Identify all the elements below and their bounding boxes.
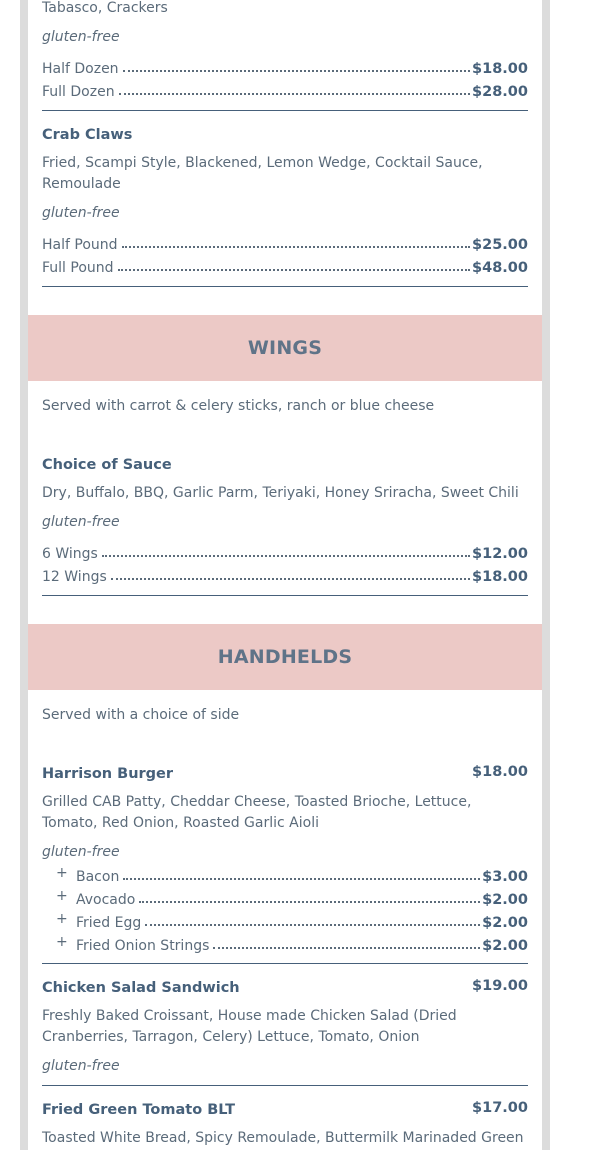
price-row <box>42 233 528 253</box>
plus-icon: + <box>56 888 68 904</box>
divider <box>42 595 528 596</box>
option-price: $25.00 <box>472 237 528 253</box>
item-description: Freshly Baked Croissant, House made Chicken Salad (Dried Cranberries, Tarragon, Celery) Lettuce, Tomato, Onion <box>42 1008 457 1045</box>
addon-price: $3.00 <box>482 869 528 885</box>
addon-label: Fried Egg <box>76 915 142 931</box>
leader-dots <box>118 269 471 271</box>
section-title: WINGS <box>247 337 323 359</box>
plus-icon: + <box>56 865 68 881</box>
leader-dots <box>102 555 470 557</box>
divider <box>42 963 528 964</box>
option-price: $18.00 <box>472 569 528 585</box>
plus-icon: + <box>56 934 68 950</box>
price-row <box>42 256 528 276</box>
item-title: Chicken Salad Sandwich <box>42 980 240 996</box>
leader-dots <box>119 93 470 95</box>
section-title: HANDHELDS <box>217 646 353 668</box>
price-row <box>42 565 528 585</box>
section-intro: Served with a choice of side <box>42 707 240 723</box>
leader-dots <box>123 878 480 880</box>
option-label: Half Dozen <box>42 61 119 77</box>
leader-dots <box>122 246 471 248</box>
option-price: $28.00 <box>472 84 528 100</box>
item-title: Fried Green Tomato BLT <box>42 1102 235 1118</box>
gluten-free-note: gluten-free <box>42 205 120 221</box>
addon-price: $2.00 <box>482 915 528 931</box>
option-price: $18.00 <box>472 61 528 77</box>
item-description: Fried, Scampi Style, Blackened, Lemon Wedge, Cocktail Sauce, Remoulade <box>42 155 483 192</box>
gluten-free-note: gluten-free <box>42 1058 120 1074</box>
price-row <box>42 542 528 562</box>
option-label: Full Pound <box>42 260 114 276</box>
section-intro: Served with carrot & celery sticks, ranch or blue cheese <box>42 398 435 414</box>
divider <box>42 286 528 287</box>
addon-price: $2.00 <box>482 938 528 954</box>
price-row <box>42 57 528 77</box>
gluten-free-note: gluten-free <box>42 514 120 530</box>
addon-label: Fried Onion Strings <box>76 938 210 954</box>
item-title: Choice of Sauce <box>42 457 172 473</box>
divider <box>42 110 528 111</box>
leader-dots <box>139 901 480 903</box>
leader-dots <box>145 924 480 926</box>
gluten-free-note: gluten-free <box>42 844 120 860</box>
item-description: Grilled CAB Patty, Cheddar Cheese, Toasted Brioche, Lettuce, Tomato, Red Onion, Roasted Garlic Aioli <box>42 794 472 831</box>
item-price: $17.00 <box>472 1100 528 1116</box>
addon-row <box>76 934 528 954</box>
divider <box>42 1085 528 1086</box>
addon-row <box>76 865 528 885</box>
option-label: 6 Wings <box>42 546 98 562</box>
addon-row <box>76 911 528 931</box>
option-label: Half Pound <box>42 237 118 253</box>
addon-label: Avocado <box>76 892 136 908</box>
item-title: Harrison Burger <box>42 766 174 782</box>
item-price: $18.00 <box>472 764 528 780</box>
plus-icon: + <box>56 911 68 927</box>
leader-dots <box>123 70 470 72</box>
leader-dots <box>111 578 470 580</box>
item-description: Tabasco, Crackers <box>42 0 168 16</box>
addon-label: Bacon <box>76 869 120 885</box>
gluten-free-note: gluten-free <box>42 29 120 45</box>
option-price: $12.00 <box>472 546 528 562</box>
section-header-handhelds <box>28 624 542 690</box>
option-label: Full Dozen <box>42 84 115 100</box>
item-description: Dry, Buffalo, BBQ, Garlic Parm, Teriyaki, Honey Sriracha, Sweet Chili <box>42 485 519 501</box>
option-price: $48.00 <box>472 260 528 276</box>
item-description: Toasted White Bread, Spicy Remoulade, Buttermilk Marinaded Green <box>42 1130 524 1146</box>
section-header-wings <box>28 315 542 381</box>
item-price: $19.00 <box>472 978 528 994</box>
addon-price: $2.00 <box>482 892 528 908</box>
option-label: 12 Wings <box>42 569 107 585</box>
leader-dots <box>213 947 480 949</box>
item-title: Crab Claws <box>42 127 133 143</box>
addon-row <box>76 888 528 908</box>
price-row <box>42 80 528 100</box>
